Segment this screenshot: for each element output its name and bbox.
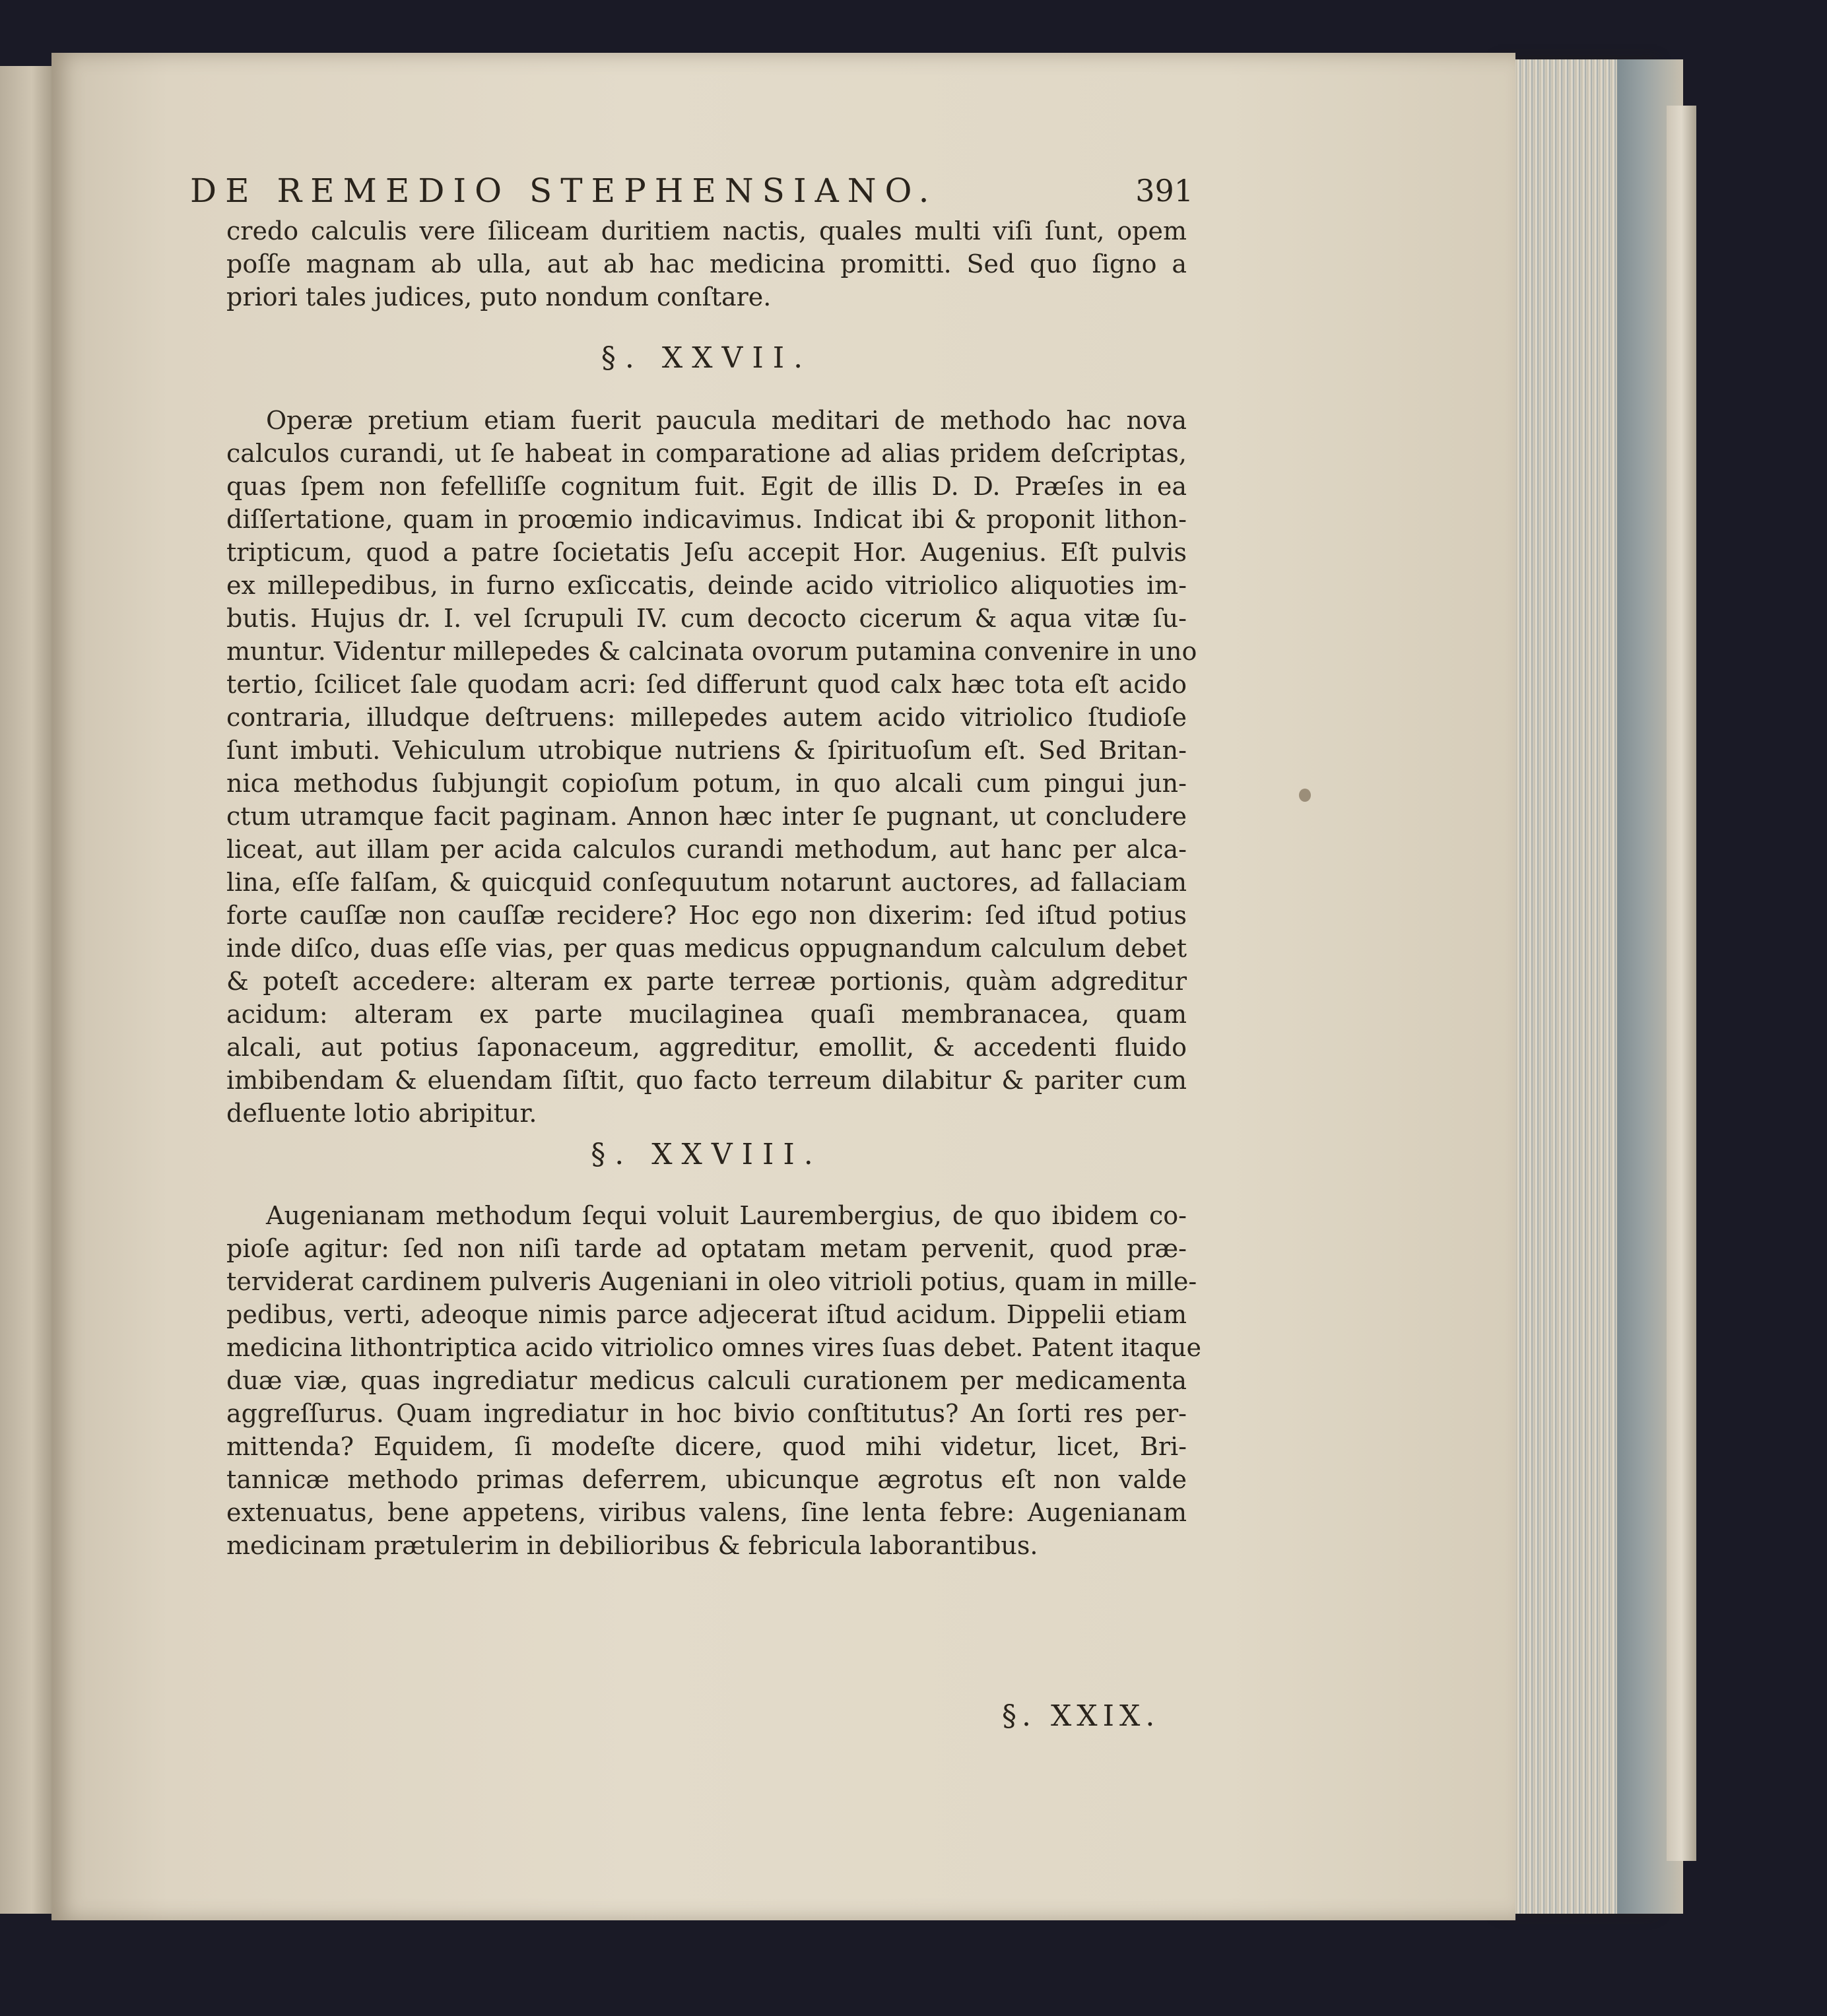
text-line: contraria, illudque deſtruens: millepedes autem acido vitriolico ſtudioſe (226, 703, 1187, 732)
text-line: priori tales judices, puto nondum conſtare. (226, 282, 772, 311)
text-line: defluente lotio abripitur. (226, 1099, 537, 1128)
opening-paragraph (226, 214, 1187, 313)
catchword: §. XXIX. (1002, 1699, 1160, 1733)
left-page-edge (0, 66, 53, 1914)
text-line: Augenianam methodum ſequi voluit Laurembergius, de quo ibidem co- (266, 1201, 1187, 1230)
book-page (51, 53, 1515, 1920)
text-line: ctum utramque facit paginam. Annon hæc inter ſe pugnant, ut concludere (226, 802, 1187, 831)
text-line: calculos curandi, ut ſe habeat in comparatione ad alias pridem deſcriptas, (226, 439, 1187, 468)
text-line: poſſe magnam ab ulla, aut ab hac medicina promitti. Sed quo ſigno a (226, 249, 1187, 278)
section-28-paragraph (226, 1199, 1202, 1562)
text-line: pedibus, verti, adeoque nimis parce adjecerat iſtud acidum. Dippelii etiam (226, 1300, 1187, 1329)
text-line: acidum: alteram ex parte mucilaginea quaſi membranacea, quam (226, 1000, 1187, 1029)
text-line: mittenda? Equidem, ſi modeſte dicere, quod mihi videtur, licet, Bri- (226, 1432, 1187, 1461)
text-line: lina, eſſe falſam, & quicquid conſequutum notarunt auctores, ad fallaciam (226, 868, 1187, 897)
page-number: 391 (1135, 173, 1193, 209)
text-line: ſunt imbuti. Vehiculum utrobique nutriens & ſpirituoſum eſt. Sed Britan- (226, 736, 1187, 765)
text-line: tripticum, quod a patre ſocietatis Jeſu accepit Hor. Augenius. Eſt pulvis (226, 538, 1187, 567)
text-line: nica methodus ſubjungit copioſum potum, in quo alcali cum pingui jun- (226, 769, 1187, 798)
text-line: quas ſpem non fefelliſſe cognitum fuit. Egit de illis D. D. Præſes in ea (226, 472, 1187, 501)
text-line: alcali, aut potius ſaponaceum, aggreditur, emollit, & accedenti fluido (226, 1033, 1187, 1062)
text-line: imbibendam & eluendam ſiſtit, quo facto terreum dilabitur & pariter cum (226, 1066, 1187, 1095)
text-line: liceat, aut illam per acida calculos curandi methodum, aut hanc per alca- (226, 835, 1187, 864)
text-line: Operæ pretium etiam fuerit paucula meditari de methodo hac nova (266, 406, 1187, 435)
running-head (190, 172, 1193, 218)
text-line: duæ viæ, quas ingrediatur medicus calculi curationem per medicamenta (226, 1366, 1187, 1395)
text-line: inde diſco, duas eſſe vias, per quas medicus oppugnandum calculum debet (226, 934, 1187, 963)
text-line: tannicæ methodo primas deferrem, ubicunque ægrotus eſt non valde (226, 1465, 1187, 1494)
text-block (226, 214, 1202, 1562)
cover-edge (1667, 106, 1696, 1861)
section-27-paragraph (226, 404, 1197, 1130)
section-heading-27: §. XXVII. (601, 341, 813, 375)
text-line: forte cauſſæ non cauſſæ recidere? Hoc ego non dixerim: ſed iſtud potius (226, 901, 1187, 930)
text-line: muntur. Videntur millepedes & calcinata ovorum putamina convenire in uno (226, 637, 1197, 666)
text-line: pioſe agitur: ſed non niſi tarde ad optatam metam pervenit, quod præ- (226, 1234, 1187, 1263)
text-line: & poteſt accedere: alteram ex parte terreæ portionis, quàm adgreditur (226, 967, 1187, 996)
text-line: terviderat cardinem pulveris Augeniani in oleo vitrioli potius, quam in mille- (226, 1267, 1197, 1296)
text-line: medicina lithontriptica acido vitriolico omnes vires ſuas debet. Patent itaque (226, 1333, 1202, 1362)
text-line: ex millepedibus, in furno exſiccatis, deinde acido vitriolico aliquoties im- (226, 571, 1187, 600)
text-line: butis. Hujus dr. I. vel ſcrupuli IV. cum decocto cicerum & aqua vitæ ſu- (226, 604, 1187, 633)
book-spread (0, 46, 1696, 1930)
text-line: tertio, ſcilicet ſale quodam acri: ſed differunt quod calx hæc tota eſt acido (226, 670, 1187, 699)
running-title: DE REMEDIO STEPHENSIANO. (190, 172, 938, 210)
text-line: credo calculis vere ſiliceam duritiem nactis, quales multi viſi ſunt, opem (226, 216, 1187, 245)
text-line: diſſertatione, quam in proœmio indicavimus. Indicat ibi & proponit lithon- (226, 505, 1187, 534)
text-line: aggreſſurus. Quam ingrediatur in hoc bivio conſtitutus? An ſorti res per- (226, 1399, 1187, 1428)
text-line: medicinam prætulerim in debilioribus & febricula laborantibus. (226, 1531, 1038, 1560)
section-heading-28: §. XXVIII. (591, 1138, 822, 1171)
text-line: extenuatus, bene appetens, viribus valens, ſine lenta febre: Augenianam (226, 1498, 1187, 1527)
paper-spot (1299, 789, 1311, 802)
